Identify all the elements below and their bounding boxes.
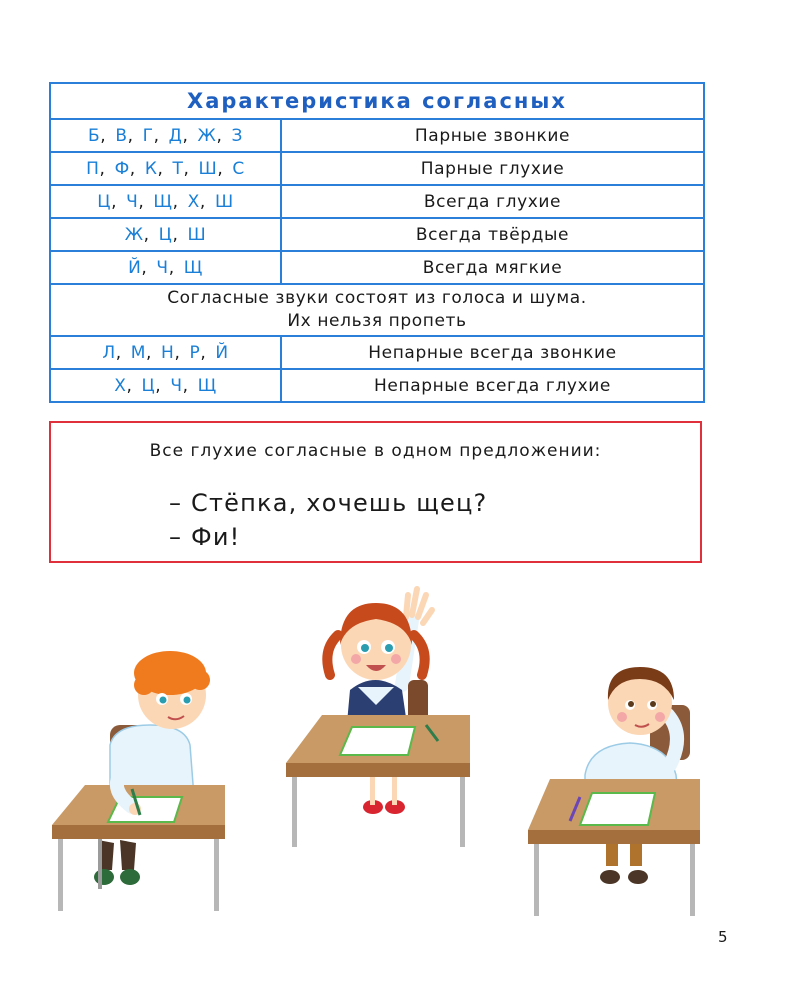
table-row: [50, 369, 704, 402]
description-cell: Непарные всегда глухие: [281, 369, 704, 402]
description-cell: Парные звонкие: [281, 119, 704, 152]
description-cell: Парные глухие: [281, 152, 704, 185]
description-cell: Всегда мягкие: [281, 251, 704, 284]
girl-illustration: [286, 589, 470, 847]
letters-cell: Й, Ч, Щ: [50, 251, 281, 284]
right-boy-illustration: [528, 667, 700, 916]
table-row: [50, 152, 704, 185]
letters-cell: Б, В, Г, Д, Ж, З: [50, 119, 281, 152]
table-row: [50, 251, 704, 284]
note-cell: [50, 284, 704, 336]
letters-cell: Л, М, Н, Р, Й: [50, 336, 281, 369]
description-cell: Всегда твёрдые: [281, 218, 704, 251]
table-note-row: [50, 284, 704, 336]
page-number: 5: [718, 928, 728, 946]
table-row: [50, 119, 704, 152]
classroom-illustration: [40, 575, 720, 925]
letters-cell: Х, Ц, Ч, Щ: [50, 369, 281, 402]
table-title: Характеристика согласных: [50, 83, 704, 119]
description-cell: Всегда глухие: [281, 185, 704, 218]
phrase-line: – Фи!: [169, 523, 241, 551]
note-line: Согласные звуки состоят из голоса и шума.: [167, 288, 587, 308]
table-row: [50, 185, 704, 218]
phrase-box: [49, 421, 702, 563]
note-line: Их нельзя пропеть: [287, 311, 467, 331]
letters-cell: Ц, Ч, Щ, Х, Ш: [50, 185, 281, 218]
left-boy-illustration: [52, 651, 225, 911]
phrase-title: Все глухие согласные в одном предложении:: [149, 441, 602, 461]
consonant-table: [49, 82, 705, 403]
description-cell: Непарные всегда звонкие: [281, 336, 704, 369]
letters-cell: П, Ф, К, Т, Ш, С: [50, 152, 281, 185]
letters-cell: Ж, Ц, Ш: [50, 218, 281, 251]
phrase-line: – Стёпка, хочешь щец?: [169, 489, 488, 517]
table-row: [50, 336, 704, 369]
table-row: [50, 218, 704, 251]
